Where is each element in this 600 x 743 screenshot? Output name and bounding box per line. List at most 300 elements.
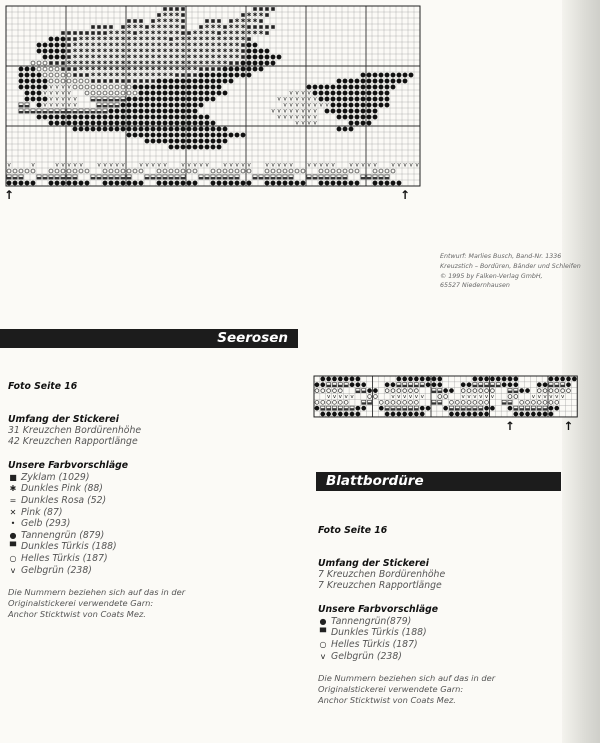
- stitch-tannengruen: [115, 115, 120, 120]
- foto-reference: Foto Seite 16: [8, 381, 78, 392]
- stitch-tannengruen: [175, 85, 180, 90]
- stitch-tannengruen: [367, 121, 372, 126]
- stitch-tannengruen: [367, 109, 372, 114]
- stitch-dunkles-tuerkis-fill: [151, 177, 155, 179]
- stitch-tannengruen: [385, 382, 390, 387]
- stitch-dunkles-tuerkis-fill: [73, 111, 77, 113]
- stitch-tannengruen: [193, 181, 198, 186]
- stitch-symbol: v: [301, 108, 305, 115]
- stitch-symbol: v: [295, 90, 299, 97]
- stitch-tannengruen: [356, 382, 361, 387]
- stitch-tannengruen: [181, 121, 186, 126]
- stitch-tannengruen: [133, 97, 138, 102]
- stitch-tannengruen: [193, 79, 198, 84]
- stitch-dunkles-tuerkis-fill: [91, 99, 95, 101]
- stitch-tannengruen: [205, 115, 210, 120]
- stitch-tannengruen: [211, 73, 216, 78]
- stitch-symbol: ✱: [114, 36, 120, 43]
- stitch-zyklam: [67, 49, 71, 53]
- stitch-dunkles-tuerkis-fill: [502, 402, 506, 404]
- stitch-zyklam: [235, 61, 239, 65]
- stitch-symbol: v: [277, 114, 281, 121]
- stitch-tannengruen: [391, 85, 396, 90]
- stitch-tannengruen: [193, 85, 198, 90]
- stitch-tannengruen: [157, 97, 162, 102]
- stitch-tannengruen: [49, 55, 54, 60]
- stitch-zyklam: [67, 55, 71, 59]
- stitch-tannengruen: [163, 181, 168, 186]
- stitch-dunkles-tuerkis-fill: [253, 177, 257, 179]
- stitch-dunkles-tuerkis-fill: [327, 408, 331, 410]
- stitch-tannengruen: [502, 382, 507, 387]
- stitch-symbol: ✱: [198, 48, 204, 55]
- stitch-tannengruen: [145, 85, 150, 90]
- stitch-symbol: v: [289, 114, 293, 121]
- stitch-tannengruen: [247, 43, 252, 48]
- stitch-symbol: v: [115, 162, 119, 169]
- stitch-dunkles-tuerkis-fill: [181, 177, 185, 179]
- stitch-tannengruen: [385, 97, 390, 102]
- stitch-tannengruen: [199, 133, 204, 138]
- stitch-tannengruen: [175, 79, 180, 84]
- stitch-symbol: v: [43, 102, 47, 109]
- stitch-zyklam: [127, 19, 131, 23]
- stitch-tannengruen: [169, 85, 174, 90]
- stitch-tannengruen: [391, 181, 396, 186]
- stitch-symbol: ✱: [120, 48, 126, 55]
- stitch-symbol: v: [307, 108, 311, 115]
- stitch-tannengruen: [373, 388, 378, 393]
- stitch-symbol: ✱: [240, 36, 246, 43]
- stitch-symbol: ✱: [168, 48, 174, 55]
- yarn-note: Originalstickerei verwendete Garn:: [8, 598, 154, 609]
- stitch-zyklam: [67, 67, 71, 71]
- stitch-symbol: ✱: [222, 42, 228, 49]
- stitch-tannengruen: [145, 103, 150, 108]
- stitch-zyklam: [67, 37, 71, 41]
- stitch-symbol: ✱: [120, 66, 126, 73]
- stitch-symbol: ✱: [234, 48, 240, 55]
- stitch-symbol: ✱: [210, 36, 216, 43]
- stitch-zyklam: [265, 31, 269, 35]
- stitch-dunkles-tuerkis-fill: [271, 177, 275, 179]
- stitch-tannengruen: [229, 181, 234, 186]
- stitch-tannengruen: [531, 412, 536, 417]
- stitch-tannengruen: [361, 97, 366, 102]
- stitch-symbol: v: [307, 96, 311, 103]
- stitch-symbol: ✱: [192, 54, 198, 61]
- stitch-tannengruen: [73, 181, 78, 186]
- stitch-tannengruen: [437, 377, 442, 382]
- stitch-tannengruen: [549, 406, 554, 411]
- stitch-dunkles-tuerkis-fill: [61, 111, 65, 113]
- stitch-tannengruen: [139, 121, 144, 126]
- stitch-tannengruen: [187, 145, 192, 150]
- stitch-tannengruen: [373, 109, 378, 114]
- stitch-symbol: v: [283, 102, 287, 109]
- stitch-tannengruen: [490, 377, 495, 382]
- stitch-symbol: ✱: [150, 66, 156, 73]
- stitch-tannengruen: [408, 377, 413, 382]
- stitch-tannengruen: [338, 412, 343, 417]
- stitch-zyklam: [73, 73, 77, 77]
- stitch-tannengruen: [331, 109, 336, 114]
- stitch-symbol: v: [157, 162, 161, 169]
- stitch-symbol: ✱: [156, 60, 162, 67]
- stitch-tannengruen: [217, 127, 222, 132]
- stitch-tannengruen: [199, 103, 204, 108]
- stitch-symbol: ✱: [156, 36, 162, 43]
- stitch-tannengruen: [247, 73, 252, 78]
- stitch-tannengruen: [145, 97, 150, 102]
- stitch-tannengruen: [496, 377, 501, 382]
- color-symbol: ▀: [319, 628, 327, 638]
- stitch-tannengruen: [37, 43, 42, 48]
- stitch-tannengruen: [326, 412, 331, 417]
- stitch-tannengruen: [361, 79, 366, 84]
- stitch-tannengruen: [385, 412, 390, 417]
- stitch-tannengruen: [313, 85, 318, 90]
- stitch-tannengruen: [385, 181, 390, 186]
- stitch-tannengruen: [343, 103, 348, 108]
- stitch-symbol: ✱: [132, 24, 138, 31]
- stitch-tannengruen: [91, 115, 96, 120]
- stitch-symbol: ✱: [108, 66, 114, 73]
- stitch-tannengruen: [443, 388, 448, 393]
- stitch-dunkles-tuerkis-fill: [485, 385, 489, 387]
- stitch-symbol: v: [373, 162, 377, 169]
- stitch-tannengruen: [199, 85, 204, 90]
- color-label: Helles Türkis (187): [331, 639, 418, 650]
- stitch-tannengruen: [554, 406, 559, 411]
- stitch-tannengruen: [350, 377, 355, 382]
- stitch-symbol: v: [307, 90, 311, 97]
- stitch-symbol: ✱: [168, 30, 174, 37]
- stitch-symbol: v: [67, 162, 71, 169]
- stitch-tannengruen: [187, 139, 192, 144]
- stitch-symbol: v: [313, 96, 317, 103]
- stitch-tannengruen: [199, 145, 204, 150]
- stitch-tannengruen: [443, 406, 448, 411]
- stitch-symbol: v: [403, 162, 407, 169]
- stitch-tannengruen: [235, 67, 240, 72]
- stitch-tannengruen: [49, 115, 54, 120]
- stitch-tannengruen: [337, 115, 342, 120]
- stitch-zyklam: [259, 7, 263, 11]
- stitch-tannengruen: [391, 412, 396, 417]
- stitch-tannengruen: [163, 121, 168, 126]
- stitch-tannengruen: [211, 85, 216, 90]
- stitch-tannengruen: [247, 49, 252, 54]
- stitch-symbol: ✱: [162, 24, 168, 31]
- stitch-tannengruen: [211, 133, 216, 138]
- stitch-zyklam: [271, 7, 275, 11]
- stitch-tannengruen: [151, 85, 156, 90]
- stitch-tannengruen: [420, 412, 425, 417]
- stitch-tannengruen: [139, 97, 144, 102]
- stitch-symbol: ✱: [120, 54, 126, 61]
- stitch-symbol: v: [61, 96, 65, 103]
- stitch-dunkles-tuerkis-fill: [55, 111, 59, 113]
- stitch-zyklam: [199, 25, 203, 29]
- stitch-symbol: ✱: [162, 42, 168, 49]
- stitch-symbol: v: [55, 102, 59, 109]
- stitch-dunkles-tuerkis-fill: [514, 408, 518, 410]
- stitch-dunkles-tuerkis-fill: [259, 177, 263, 179]
- stitch-symbol: v: [350, 394, 354, 401]
- stitch-tannengruen: [169, 181, 174, 186]
- stitch-tannengruen: [319, 85, 324, 90]
- stitch-tannengruen: [109, 181, 114, 186]
- stitch-tannengruen: [355, 103, 360, 108]
- umfang-line: 42 Kreuzchen Rapportlänge: [8, 436, 138, 448]
- stitch-tannengruen: [484, 412, 489, 417]
- banner-title: Seerosen: [217, 330, 288, 346]
- stitch-symbol: ✱: [96, 48, 102, 55]
- stitch-symbol: ✱: [204, 42, 210, 49]
- stitch-symbol: ✱: [108, 36, 114, 43]
- stitch-dunkles-tuerkis-fill: [350, 408, 354, 410]
- stitch-dunkles-tuerkis-fill: [331, 177, 335, 179]
- stitch-tannengruen: [163, 133, 168, 138]
- stitch-tannengruen: [414, 377, 419, 382]
- stitch-tannengruen: [181, 139, 186, 144]
- stitch-tannengruen: [205, 97, 210, 102]
- stitch-dunkles-tuerkis-fill: [205, 177, 209, 179]
- color-symbol: =: [9, 496, 17, 505]
- stitch-symbol: ✱: [126, 66, 132, 73]
- stitch-tannengruen: [25, 85, 30, 90]
- stitch-symbol: v: [531, 394, 536, 401]
- stitch-tannengruen: [247, 61, 252, 66]
- stitch-zyklam: [109, 79, 113, 83]
- stitch-dunkles-tuerkis-fill: [283, 177, 287, 179]
- stitch-tannengruen: [163, 109, 168, 114]
- yarn-note: Die Nummern beziehen sich auf das in der: [8, 587, 186, 598]
- stitch-symbol: v: [313, 114, 317, 121]
- stitch-tannengruen: [133, 85, 138, 90]
- stitch-symbol: ✱: [198, 36, 204, 43]
- stitch-tannengruen: [121, 127, 126, 132]
- yarn-note: Originalstickerei verwendete Garn:: [318, 684, 464, 695]
- stitch-symbol: ✱: [162, 48, 168, 55]
- stitch-symbol: ✱: [204, 36, 210, 43]
- stitch-tannengruen: [31, 97, 36, 102]
- stitch-dunkles-tuerkis-fill: [229, 177, 233, 179]
- stitch-symbol: v: [349, 162, 353, 169]
- stitch-tannengruen: [223, 73, 228, 78]
- stitch-tannengruen: [537, 382, 542, 387]
- stitch-symbol: ✱: [150, 42, 156, 49]
- stitch-symbol: ✱: [144, 36, 150, 43]
- stitch-tannengruen: [396, 377, 401, 382]
- stitch-symbol: v: [49, 102, 53, 109]
- stitch-zyklam: [91, 79, 95, 83]
- stitch-symbol: ✱: [102, 72, 108, 79]
- stitch-symbol: ✱: [174, 54, 180, 61]
- stitch-tannengruen: [187, 109, 192, 114]
- color-item: [8, 541, 298, 553]
- stitch-tannengruen: [426, 406, 431, 411]
- color-item: [318, 639, 568, 651]
- stitch-tannengruen: [566, 377, 571, 382]
- stitch-tannengruen: [265, 181, 270, 186]
- stitch-tannengruen: [426, 382, 431, 387]
- stitch-tannengruen: [343, 91, 348, 96]
- stitch-symbol: v: [229, 162, 233, 169]
- stitch-symbol: ✱: [84, 42, 90, 49]
- stitch-tannengruen: [217, 91, 222, 96]
- stitch-dunkles-tuerkis-fill: [344, 408, 348, 410]
- stitch-symbol: v: [289, 108, 293, 115]
- stitch-tannengruen: [43, 85, 48, 90]
- color-item: [8, 553, 298, 565]
- stitch-symbol: ✱: [78, 66, 84, 73]
- stitch-tannengruen: [121, 121, 126, 126]
- stitch-tannengruen: [61, 115, 66, 120]
- stitch-zyklam: [187, 73, 191, 77]
- stitch-zyklam: [223, 25, 227, 29]
- stitch-symbol: v: [301, 102, 305, 109]
- stitch-tannengruen: [55, 37, 60, 42]
- stitch-dunkles-tuerkis-fill: [397, 385, 401, 387]
- stitch-tannengruen: [211, 121, 216, 126]
- seerosen-info: [8, 381, 298, 620]
- stitch-dunkles-tuerkis-fill: [313, 177, 317, 179]
- stitch-zyklam: [181, 19, 185, 23]
- stitch-tannengruen: [43, 79, 48, 84]
- stitch-dunkles-tuerkis-fill: [332, 385, 336, 387]
- stitch-tannengruen: [145, 121, 150, 126]
- stitch-dunkles-tuerkis-fill: [19, 177, 23, 179]
- stitch-zyklam: [139, 19, 143, 23]
- stitch-symbol: v: [49, 90, 53, 97]
- stitch-symbol: v: [289, 162, 293, 169]
- stitch-zyklam: [103, 25, 107, 29]
- stitch-tannengruen: [350, 382, 355, 387]
- stitch-symbol: ✱: [114, 60, 120, 67]
- stitch-tannengruen: [157, 79, 162, 84]
- stitch-symbol: ✱: [120, 60, 126, 67]
- stitch-tannengruen: [367, 388, 372, 393]
- color-symbol: v: [320, 651, 326, 661]
- stitch-tannengruen: [163, 85, 168, 90]
- stitch-zyklam: [253, 25, 257, 29]
- stitch-dunkles-tuerkis-fill: [37, 177, 41, 179]
- stitch-symbol: v: [61, 162, 65, 169]
- color-label: Pink (87): [21, 506, 63, 518]
- stitch-tannengruen: [205, 133, 210, 138]
- stitch-zyklam: [265, 13, 269, 17]
- stitch-dunkles-tuerkis-fill: [175, 177, 179, 179]
- stitch-tannengruen: [181, 133, 186, 138]
- stitch-zyklam: [61, 67, 65, 71]
- stitch-symbol: ✱: [126, 24, 132, 31]
- stitch-symbol: ✱: [234, 54, 240, 61]
- stitch-tannengruen: [241, 73, 246, 78]
- stitch-tannengruen: [205, 145, 210, 150]
- stitch-symbol: ✱: [138, 54, 144, 61]
- stitch-dunkles-tuerkis-fill: [373, 177, 377, 179]
- stitch-dunkles-tuerkis-fill: [338, 408, 342, 410]
- stitch-tannengruen: [403, 73, 408, 78]
- stitch-tannengruen: [223, 127, 228, 132]
- stitch-tannengruen: [31, 79, 36, 84]
- stitch-dunkles-tuerkis-fill: [19, 105, 23, 107]
- stitch-symbol: ✱: [228, 24, 234, 31]
- stitch-symbol: v: [319, 162, 323, 169]
- stitch-symbol: ✱: [168, 12, 174, 19]
- stitch-tannengruen: [181, 97, 186, 102]
- stitch-zyklam: [247, 25, 251, 29]
- stitch-zyklam: [265, 7, 269, 11]
- stitch-tannengruen: [157, 133, 162, 138]
- stitch-symbol: v: [277, 108, 281, 115]
- stitch-dunkles-tuerkis-fill: [43, 111, 47, 113]
- stitch-tannengruen: [449, 412, 454, 417]
- stitch-zyklam: [205, 19, 209, 23]
- stitch-tannengruen: [139, 91, 144, 96]
- stitch-symbol: ✱: [234, 36, 240, 43]
- stitch-tannengruen: [343, 127, 348, 132]
- stitch-zyklam: [241, 43, 245, 47]
- stitch-tannengruen: [379, 73, 384, 78]
- stitch-symbol: v: [307, 120, 311, 127]
- stitch-tannengruen: [145, 115, 150, 120]
- stitch-tannengruen: [373, 115, 378, 120]
- color-label: Tannengrün(879): [331, 615, 412, 627]
- stitch-tannengruen: [139, 103, 144, 108]
- stitch-tannengruen: [151, 127, 156, 132]
- stitch-tannengruen: [484, 406, 489, 411]
- stitch-dunkles-tuerkis-fill: [85, 111, 89, 113]
- stitch-symbol: ✱: [180, 54, 186, 61]
- stitch-symbol: v: [461, 394, 465, 401]
- stitch-tannengruen: [163, 91, 168, 96]
- stitch-symbol: ✱: [126, 54, 132, 61]
- stitch-zyklam: [259, 19, 263, 23]
- stitch-tannengruen: [25, 73, 30, 78]
- stitch-zyklam: [181, 73, 185, 77]
- stitch-tannengruen: [193, 121, 198, 126]
- color-list: [318, 616, 568, 662]
- stitch-tannengruen: [385, 85, 390, 90]
- stitch-symbol: ✱: [150, 60, 156, 67]
- stitch-symbol: v: [241, 162, 245, 169]
- stitch-tannengruen: [229, 67, 234, 72]
- stitch-tannengruen: [337, 85, 342, 90]
- stitch-tannengruen: [235, 181, 240, 186]
- stitch-symbol: ✱: [162, 66, 168, 73]
- stitch-symbol: v: [103, 162, 107, 169]
- stitch-symbol: v: [223, 162, 227, 169]
- stitch-tannengruen: [325, 85, 330, 90]
- stitch-tannengruen: [175, 103, 180, 108]
- stitch-symbol: ✱: [102, 42, 108, 49]
- stitch-dunkles-tuerkis-fill: [362, 391, 366, 393]
- stitch-tannengruen: [361, 109, 366, 114]
- stitch-tannengruen: [217, 145, 222, 150]
- stitch-symbol: ✱: [162, 54, 168, 61]
- stitch-dunkles-tuerkis-fill: [289, 177, 293, 179]
- stitch-tannengruen: [253, 61, 258, 66]
- blattbordure-banner: [316, 472, 561, 491]
- stitch-tannengruen: [103, 115, 108, 120]
- stitch-tannengruen: [61, 49, 66, 54]
- stitch-symbol: v: [187, 162, 191, 169]
- stitch-symbol: ✱: [228, 54, 234, 61]
- stitch-symbol: ✱: [258, 12, 264, 19]
